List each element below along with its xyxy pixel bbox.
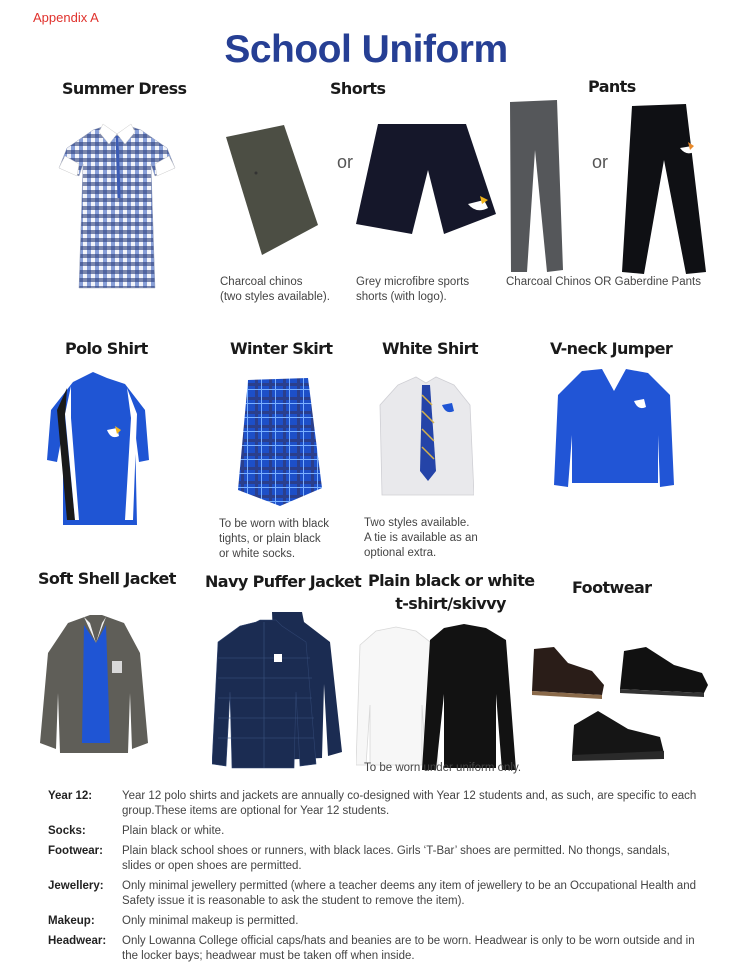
heading-polo-shirt: Polo Shirt bbox=[65, 339, 148, 358]
heading-footwear: Footwear bbox=[572, 578, 652, 597]
uniform-rules-list bbox=[48, 789, 698, 969]
black-skivvy-image bbox=[416, 624, 536, 772]
gaberdine-pants-image bbox=[620, 104, 712, 276]
or-label-shorts: or bbox=[337, 152, 354, 172]
caption-charcoal-chinos: Charcoal chinos (two styles available). bbox=[220, 276, 330, 303]
heading-winter-skirt: Winter Skirt bbox=[230, 339, 333, 358]
heading-shorts: Shorts bbox=[330, 79, 386, 98]
summer-dress-image bbox=[55, 118, 180, 298]
footwear-image bbox=[528, 645, 713, 765]
caption-tshirt-skivvy: To be worn under uniform only. bbox=[364, 762, 522, 774]
heading-vneck-jumper: V-neck Jumper bbox=[550, 339, 673, 358]
caption-pants: Charcoal Chinos OR Gaberdine Pants bbox=[506, 276, 701, 288]
page-title: School Uniform bbox=[224, 28, 508, 71]
appendix-label: Appendix A bbox=[33, 10, 99, 25]
rule-footwear: Footwear: Plain black school shoes or runners, with black laces. Girls ‘T-Bar’ shoes are permitted. No thongs, sandals, slides or open shoes are permitted. bbox=[48, 845, 670, 872]
vneck-jumper-image bbox=[552, 365, 677, 495]
soft-shell-jacket-image bbox=[40, 613, 150, 763]
caption-sports-shorts: Grey microfibre sports shorts (with logo). bbox=[356, 276, 470, 303]
sports-shorts-image bbox=[356, 124, 498, 239]
caption-winter-skirt: To be worn with black tights, or plain black or white socks. bbox=[219, 518, 329, 560]
navy-puffer-jacket-image bbox=[212, 612, 342, 770]
polo-shirt-image bbox=[45, 370, 150, 525]
heading-pants: Pants bbox=[588, 77, 636, 96]
rule-headwear: Headwear: Only Lowanna College official caps/hats and beanies are to be worn. Headwear is only to be worn outside and in the locker bays; headwear must be taken off when inside. bbox=[48, 935, 695, 962]
rule-jewellery: Jewellery: Only minimal jewellery permitted (where a teacher deems any item of jewellery to be an Occupational Health and Safety issue it is reasonable to ask the student to remove the item). bbox=[48, 880, 696, 907]
rule-year-12: Year 12: Year 12 polo shirts and jackets are annually co-designed with Year 12 students and, as such, are specific to each group.These items are optional for Year 12 students. bbox=[48, 790, 697, 817]
charcoal-chinos-shorts-image bbox=[222, 125, 322, 255]
heading-navy-puffer-jacket: Navy Puffer Jacket bbox=[205, 572, 362, 591]
heading-summer-dress: Summer Dress bbox=[62, 79, 187, 98]
rule-socks: Socks: Plain black or white. bbox=[48, 825, 225, 837]
caption-white-shirt: Two styles available. A tie is available as an optional extra. bbox=[364, 517, 478, 559]
heading-tshirt-skivvy: Plain black or white t-shirt/skivvy bbox=[368, 571, 535, 613]
heading-soft-shell-jacket: Soft Shell Jacket bbox=[38, 569, 176, 588]
winter-skirt-image bbox=[236, 378, 324, 508]
rule-makeup: Makeup: Only minimal makeup is permitted. bbox=[48, 915, 299, 927]
white-shirt-image bbox=[378, 375, 474, 500]
heading-white-shirt: White Shirt bbox=[382, 339, 478, 358]
charcoal-pants-image bbox=[505, 100, 565, 275]
or-label-pants: or bbox=[592, 152, 609, 172]
